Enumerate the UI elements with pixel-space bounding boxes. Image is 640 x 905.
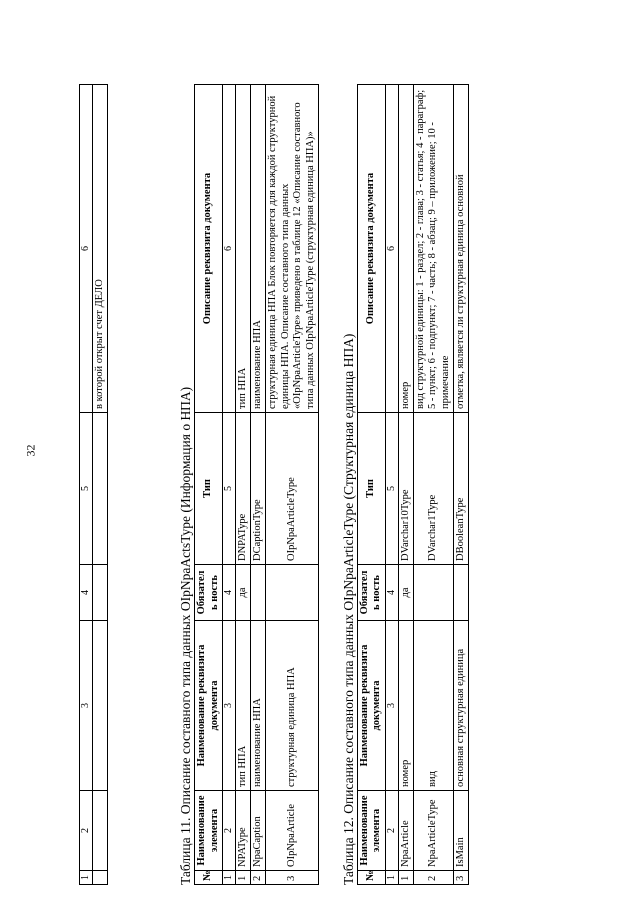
table12	[357, 84, 469, 885]
column-number: 1	[222, 871, 235, 885]
description: тип НПА	[235, 85, 250, 413]
continuation-text: в которой открыт счет ДЕЛО	[92, 85, 107, 413]
required-flag	[454, 565, 469, 621]
column-number: 3	[385, 621, 398, 791]
type-name: DNPAType	[235, 413, 250, 565]
column-number-row	[80, 85, 93, 885]
page-number: 32	[23, 444, 38, 457]
requisite-name: тип НПА	[235, 621, 250, 791]
requisite-name: номер	[398, 621, 413, 791]
column-number: 4	[222, 565, 235, 621]
column-number: 5	[222, 413, 235, 565]
description: структурная единица НПА Блок повторяется для каждой структурной единицы НПА. Описание составного типа данных «OIpNpaArticleType» приведено в таблице 12 «Описание составного типа данных OIpNpaArticleType (структурная единица НПА)»	[266, 85, 319, 413]
requisite-name: структурная единица НПА	[266, 621, 319, 791]
table-row	[235, 85, 250, 885]
header-cell: Обязатель ность	[195, 565, 223, 621]
column-number: 1	[80, 871, 93, 885]
requisite-name: вид	[413, 621, 453, 791]
column-number-row	[385, 85, 398, 885]
row-number: 1	[398, 871, 413, 885]
table-header-row	[195, 85, 223, 885]
required-flag: да	[235, 565, 250, 621]
table-row	[92, 85, 107, 885]
column-number: 5	[385, 413, 398, 565]
column-number: 6	[80, 85, 93, 413]
header-cell: №	[357, 871, 385, 885]
element-name: OIpNpaArticle	[266, 791, 319, 871]
row-number: 2	[251, 871, 266, 885]
table11-caption: Таблица 11. Описание составного типа данных OIpNpaActsType (Информация о НПА)	[178, 386, 194, 885]
column-number: 4	[80, 565, 93, 621]
element-name: IsMain	[454, 791, 469, 871]
row-number: 1	[235, 871, 250, 885]
header-cell: Наименование реквизита документа	[195, 621, 223, 791]
row-number: 3	[454, 871, 469, 885]
column-number: 6	[385, 85, 398, 413]
header-cell: Тип	[195, 413, 223, 565]
type-name: DBooleanType	[454, 413, 469, 565]
description: номер	[398, 85, 413, 413]
header-cell: Описание реквизита документа	[195, 85, 223, 413]
column-number: 3	[222, 621, 235, 791]
type-name: DVarchar10Type	[398, 413, 413, 565]
element-name: NpaArticleType	[413, 791, 453, 871]
row-number: 3	[266, 871, 319, 885]
table-row	[251, 85, 266, 885]
column-number: 2	[80, 791, 93, 871]
required-flag	[266, 565, 319, 621]
header-cell: Описание реквизита документа	[357, 85, 385, 413]
header-cell: Обязатель ность	[357, 565, 385, 621]
column-number: 2	[385, 791, 398, 871]
column-number: 1	[385, 871, 398, 885]
type-name: DCaptionType	[251, 413, 266, 565]
column-number: 4	[385, 565, 398, 621]
row-number: 2	[413, 871, 453, 885]
element-name: NPAType	[235, 791, 250, 871]
table-row	[398, 85, 413, 885]
header-cell: Тип	[357, 413, 385, 565]
column-number: 2	[222, 791, 235, 871]
table-row	[454, 85, 469, 885]
column-number-row	[222, 85, 235, 885]
header-cell: №	[195, 871, 223, 885]
table-row	[413, 85, 453, 885]
column-number: 6	[222, 85, 235, 413]
continuation-table	[79, 84, 108, 885]
requisite-name: основная структурная единица	[454, 621, 469, 791]
required-flag	[413, 565, 453, 621]
element-name: NpaArticle	[398, 791, 413, 871]
table12-caption: Таблица 12. Описание составного типа данных OIpNpaArticleType (Структурная единица НПА)	[340, 333, 356, 885]
rotated-page-content	[79, 25, 639, 885]
required-flag: да	[398, 565, 413, 621]
column-number: 3	[80, 621, 93, 791]
table-row	[266, 85, 319, 885]
element-name: NpaCaption	[251, 791, 266, 871]
header-cell: Наименование реквизита документа	[357, 621, 385, 791]
header-cell: Наименование элемента	[357, 791, 385, 871]
table-header-row	[357, 85, 385, 885]
description: отметка, является ли структурная единица основной	[454, 85, 469, 413]
description: вид структурной единицы: 1 - раздел; 2 - глава; 3 - статья; 4 - параграф; 5 - пункт; 6 - подпункт; 7 - часть; 8 - абзац; 9 – приложение; 10 - примечание	[413, 85, 453, 413]
column-number: 5	[80, 413, 93, 565]
requisite-name: наименование НПА	[251, 621, 266, 791]
type-name: OIpNpaArticleType	[266, 413, 319, 565]
description: наименование НПА	[251, 85, 266, 413]
required-flag	[251, 565, 266, 621]
header-cell: Наименование элемента	[195, 791, 223, 871]
type-name: DVarchar1Type	[413, 413, 453, 565]
table11	[194, 84, 319, 885]
